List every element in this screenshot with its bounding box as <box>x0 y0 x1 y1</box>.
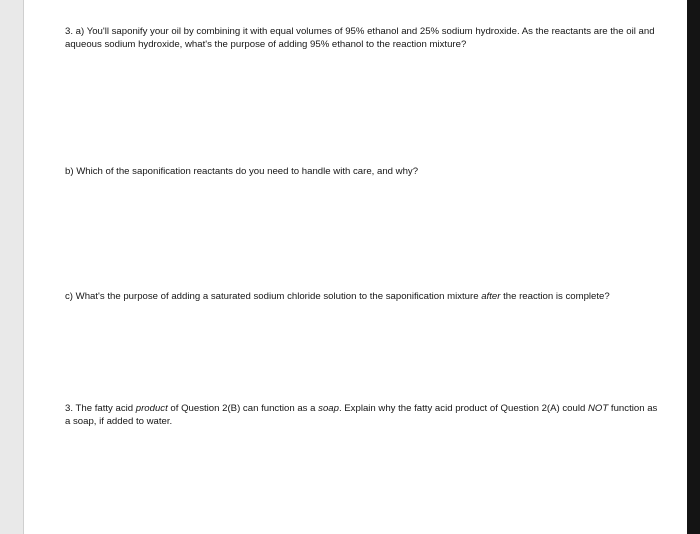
question-3c-emphasis: after <box>481 291 501 302</box>
question-3c <box>65 290 665 303</box>
question-4-emphasis-not: NOT <box>588 403 609 414</box>
question-3a <box>65 25 665 51</box>
document-page <box>23 0 687 534</box>
question-4-text-3: . Explain why the fatty acid product of Question 2(A) could <box>338 403 588 414</box>
question-4-text-4: function as a soap, if added to water. <box>65 403 658 427</box>
window-edge <box>687 0 700 534</box>
question-3b <box>65 165 665 178</box>
question-3c-text-end: the reaction is complete? <box>500 291 610 302</box>
question-3a-text: 3. a) You'll saponify your oil by combining it with equal volumes of 95% ethanol and 25% sodium hydroxide. As the reactants are the oil and aqueous sodium hydroxide, what's the purpose of adding 95% ethanol to the reaction mixture? <box>65 26 655 50</box>
question-4-text-1: 3. The fatty acid <box>65 403 136 414</box>
question-4-emphasis-soap: soap <box>318 403 339 414</box>
question-4-emphasis-product: product <box>135 403 168 414</box>
question-4-text-2: of Question 2(B) can function as a <box>167 403 319 414</box>
question-3c-text-start: c) What's the purpose of adding a saturated sodium chloride solution to the saponification mixture <box>65 291 482 302</box>
question-3-fatty-acid <box>65 402 665 428</box>
question-3b-text: b) Which of the saponification reactants do you need to handle with care, and why? <box>65 166 419 177</box>
